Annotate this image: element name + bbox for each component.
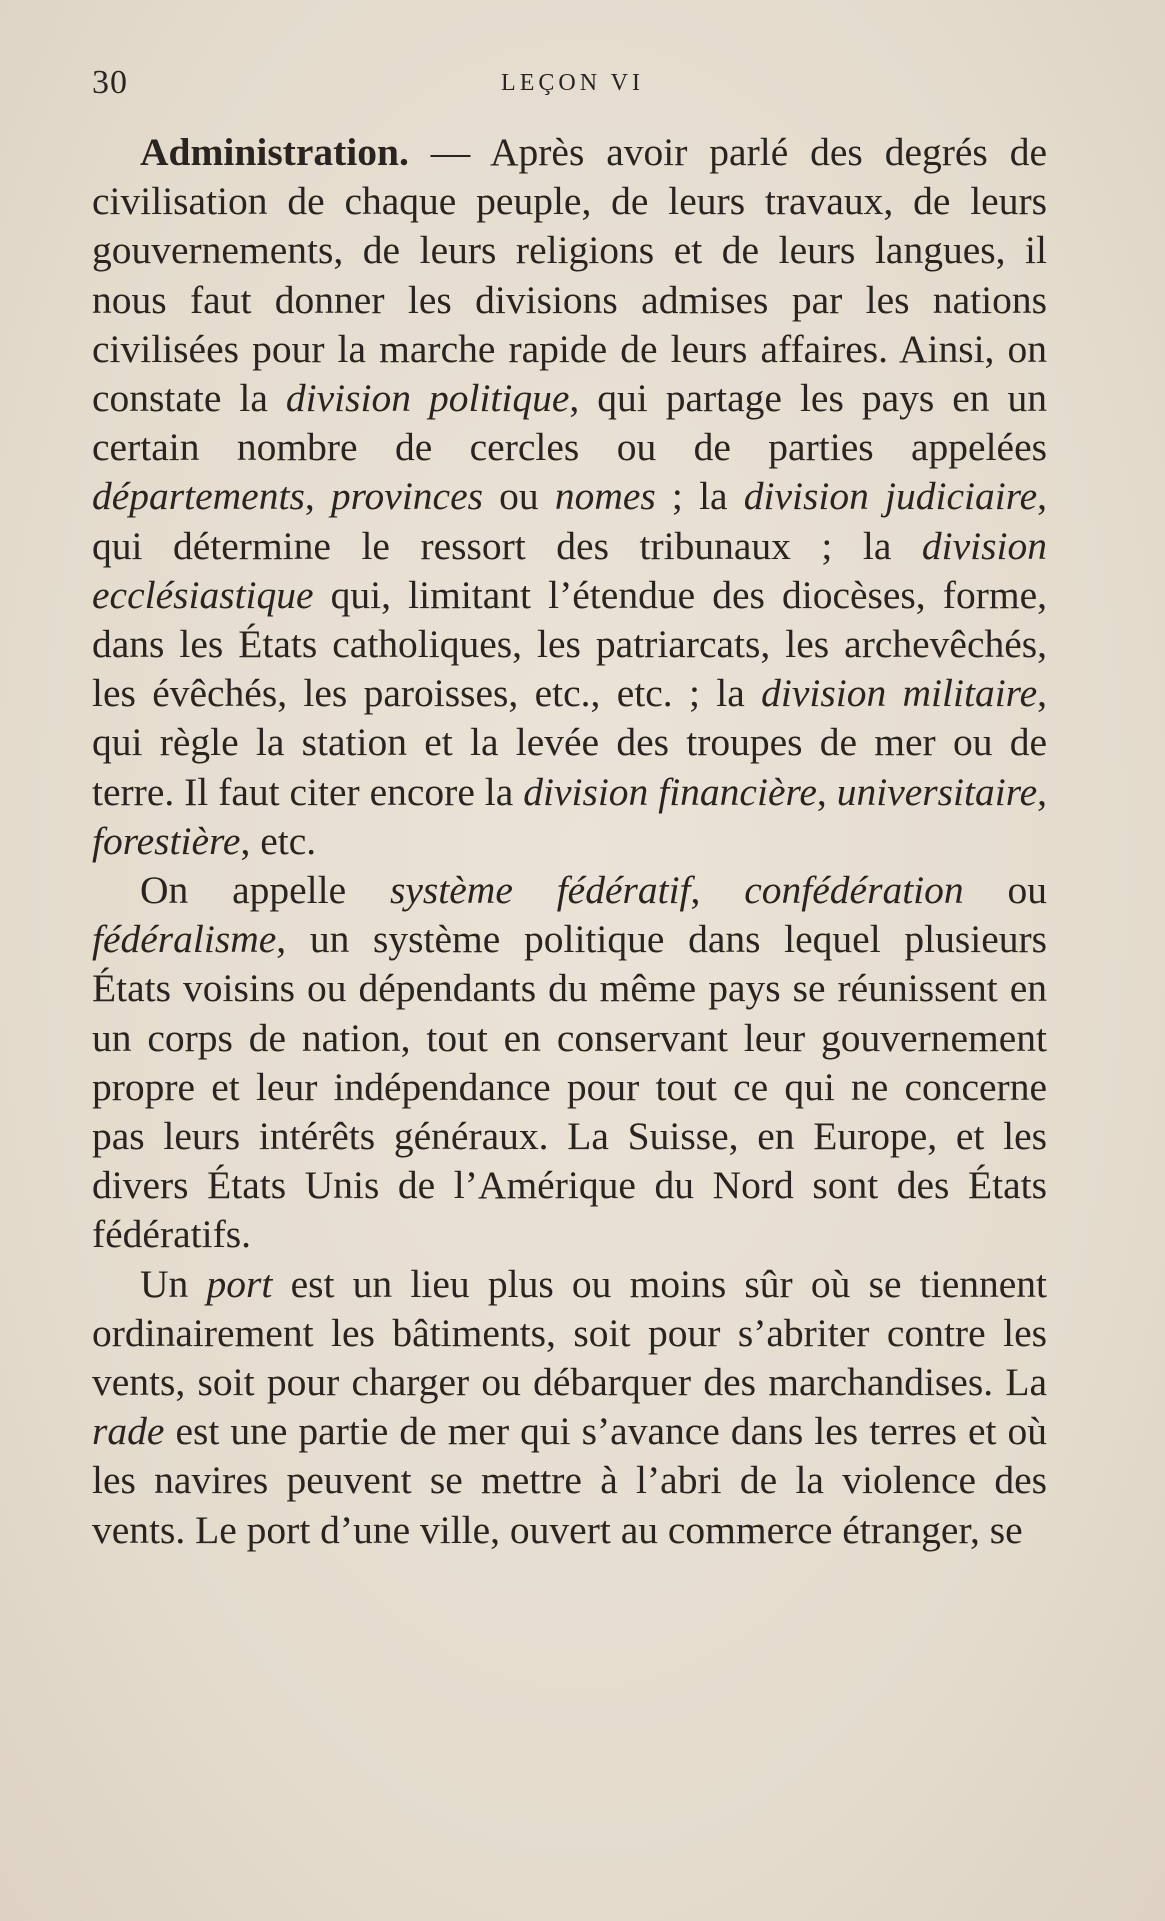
italic-term: confédération <box>744 868 964 913</box>
italic-term: départements <box>92 474 305 519</box>
text-run: ou <box>963 868 1047 913</box>
text-run: est une partie de mer qui s’avance dans les terres et où les navires peuvent se mettre à l’abri de la violence des vents. Le port d’une ville, ouvert au commerce étranger, se <box>92 1409 1047 1552</box>
italic-term: division ecclésiastique <box>92 523 1047 617</box>
italic-term: division financière <box>523 769 817 814</box>
italic-term: fédéralisme <box>92 917 277 962</box>
text-run: , qui partage les pays en un certain nombre de cercles ou de parties appelées <box>92 376 1047 470</box>
italic-term: forestière <box>92 818 241 863</box>
text-run: , qui détermine le ressort des tribunaux ; la <box>92 474 1048 568</box>
italic-term: provinces <box>330 474 483 519</box>
text-run: , qui règle la station et la levée des troupes de mer ou de terre. Il faut citer encore la <box>92 671 1047 814</box>
text-run: , <box>304 474 331 519</box>
italic-term: nomes <box>554 474 656 519</box>
section-lead: Administration. <box>140 130 409 174</box>
text-run: — Après avoir parlé des degrés de civilisation de chaque peuple, de leurs travaux, de leurs gouvernements, de leurs religions et de leurs langues, il nous faut donner les divisions admises par les nations civilisées pour la marche rapide de leurs affaires. Ainsi, on constate la <box>92 130 1047 421</box>
italic-term: division militaire <box>761 671 1038 716</box>
text-run: , etc. <box>240 818 317 863</box>
text-run: est un lieu plus ou moins sûr où se tiennent ordinairement les bâtiments, soit pour s’abriter contre les vents, soit pour charger ou débarquer des marchandises. La <box>92 1261 1047 1405</box>
italic-term: universitaire <box>836 769 1038 814</box>
text-run: , un système politique dans lequel plusieurs États voisins ou dépendants du même pays se réunissent en un corps de nation, tout en conservant leur gouvernement propre et leur indépendance pour tout ce qui ne concerne pas leurs intérêts généraux. La Suisse, en Europe, et les divers États Unis de l’Amérique du Nord sont des États fédératifs. <box>92 917 1047 1257</box>
text-run: ; la <box>655 474 744 519</box>
italic-term: rade <box>92 1409 165 1454</box>
text-run: , <box>1037 769 1048 814</box>
paragraph <box>92 1260 1047 1555</box>
paragraph <box>92 128 1047 866</box>
page-header <box>92 64 1053 110</box>
italic-term: port <box>206 1261 273 1306</box>
running-head: LEÇON VI <box>501 70 644 96</box>
text-run: qui, limitant l’étendue des diocèses, forme, dans les États catholiques, les patriarcats, les archevêchés, les évêchés, les paroisses, etc., etc. ; la <box>92 572 1047 716</box>
text-run: ou <box>482 474 555 519</box>
text-run: , <box>690 868 745 913</box>
text-run: On appelle <box>140 868 391 913</box>
text-run: , <box>816 769 837 814</box>
body-text <box>92 128 1047 1555</box>
italic-term: division judiciaire <box>743 474 1038 519</box>
italic-term: division politique <box>285 376 570 421</box>
italic-term: système fédératif <box>390 868 691 913</box>
text-run: Un <box>140 1261 207 1306</box>
paragraph <box>92 866 1047 1260</box>
page-number: 30 <box>92 64 128 101</box>
